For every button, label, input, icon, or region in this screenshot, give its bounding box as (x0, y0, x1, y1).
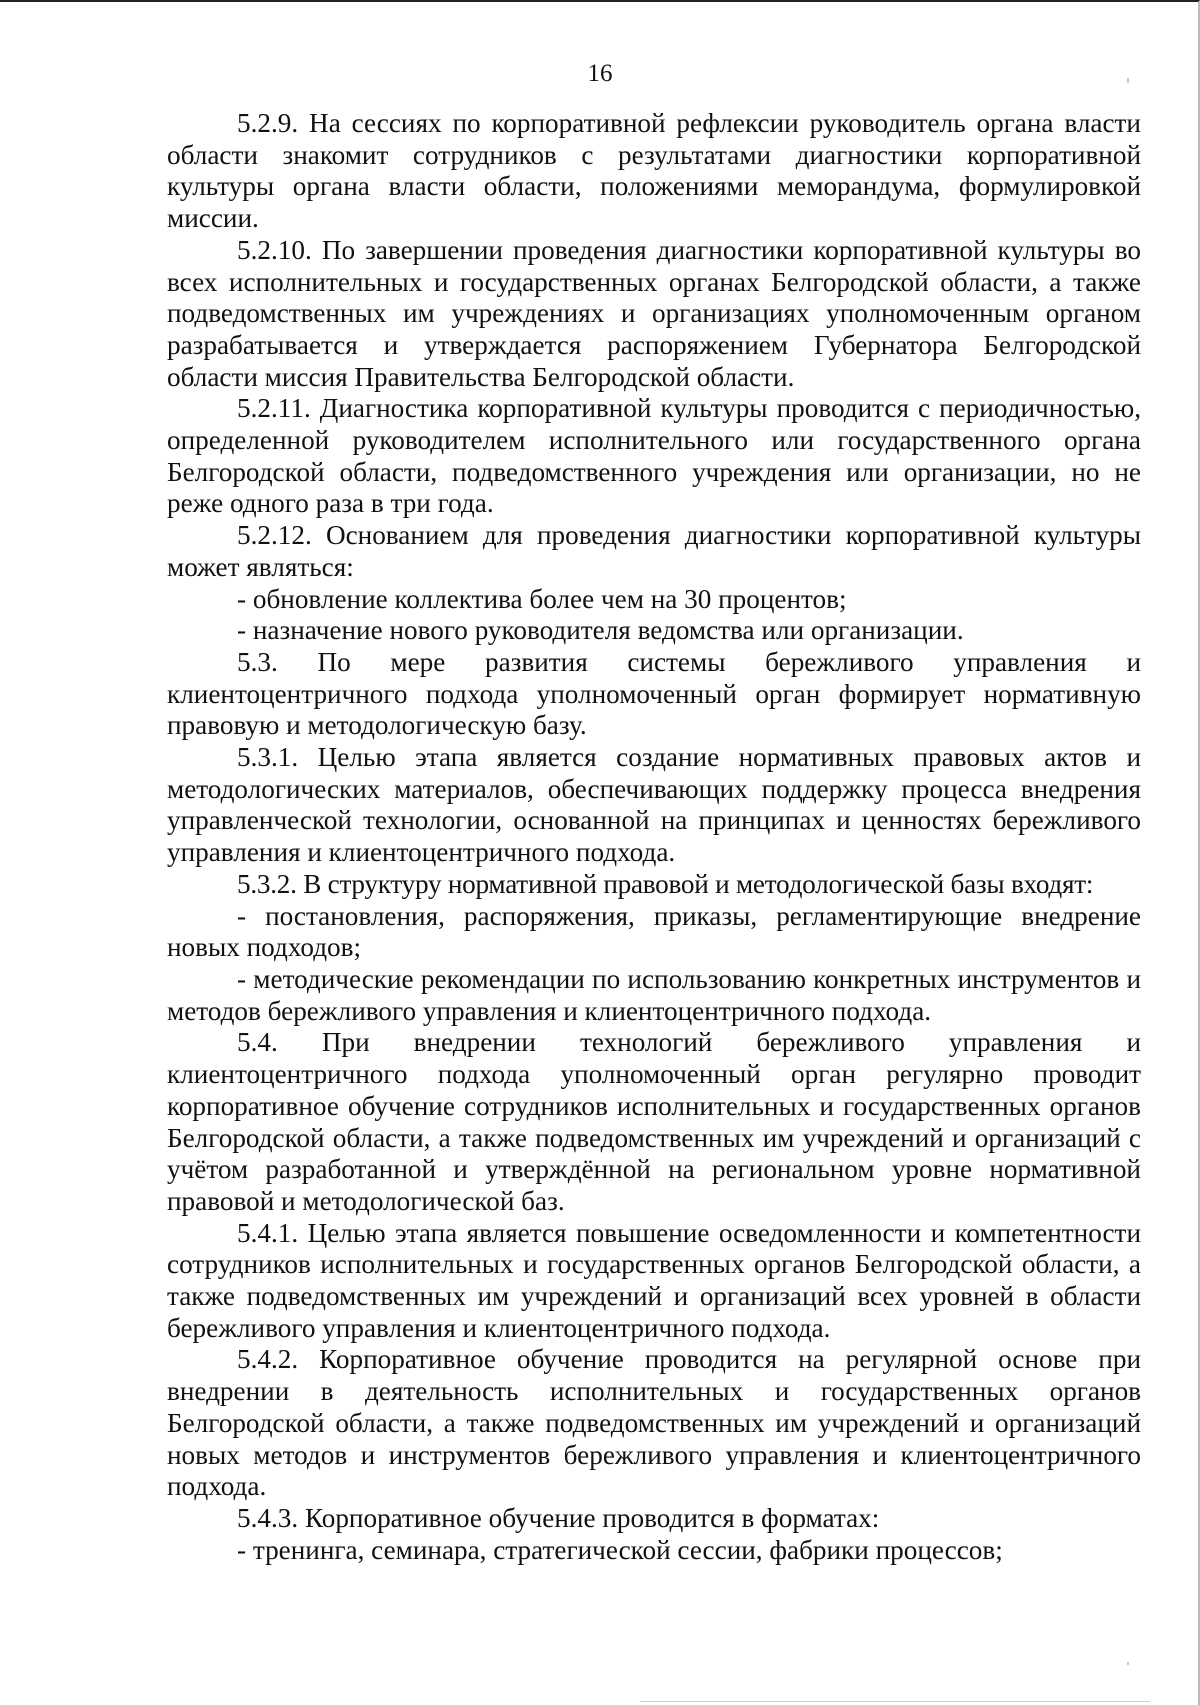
paragraph-5-2-10: 5.2.10. По завершении проведения диагностики корпоративной культуры во всех исполнительных и государственных органах Белгородской области, а также подведомственных им учреждениях и организациях уполномоченным органом разрабатывается и утверждается распоряжением Губернатора Белгородской области миссия Правительства Белгородской области. (167, 234, 1141, 392)
paragraph-5-3-1: 5.3.1. Целью этапа является создание нормативных правовых актов и методологических материалов, обеспечивающих поддержку процесса внедрения управленческой технологии, основанной на принципах и ценностях бережливого управления и клиентоцентричного подхода. (167, 742, 1141, 868)
scan-edge-line (640, 1701, 1150, 1702)
page-number: 16 (587, 60, 613, 87)
paragraph-5-4: 5.4. При внедрении технологий бережливого управления и клиентоцентричного подхода уполномоченный орган регулярно проводит корпоративное обучение сотрудников исполнительных и государственных органов Белгородской области, а также подведомственных им учреждений и организаций с учётом разработанной и утверждённой на региональном уровне нормативной правовой и методологической баз. (167, 1027, 1141, 1216)
paragraph-5-4-1: 5.4.1. Целью этапа является повышение осведомленности и компетентности сотрудников исполнительных и государственных органов Белгородской области, а также подведомственных им учреждений и организаций всех уровней в области бережливого управления и клиентоцентричного подхода. (167, 1217, 1141, 1343)
list-item-guidelines: - методические рекомендации по использованию конкретных инструментов и методов бережливого управления и клиентоцентричного подхода. (167, 963, 1141, 1026)
list-item-formats: - тренинга, семинара, стратегической сессии, фабрики процессов; (237, 1534, 1003, 1565)
paragraph-5-2-9: 5.2.9. На сессиях по корпоративной рефлексии руководитель органа власти области знакомит сотрудников с результатами диагностики корпоративной культуры органа власти области, положениями меморандума, формулировкой миссии. (167, 108, 1141, 234)
scan-speck (1127, 78, 1129, 83)
list-item-new-head: - назначение нового руководителя ведомства или организации. (237, 615, 964, 646)
paragraph-5-4-3: 5.4.3. Корпоративное обучение проводится в форматах: (237, 1502, 880, 1533)
list-item-resolutions: - постановления, распоряжения, приказы, регламентирующие внедрение новых подходов; (167, 900, 1141, 963)
document-body (167, 108, 1141, 1566)
list-item-staff-renewal: - обновление коллектива более чем на 30 процентов; (237, 583, 847, 614)
paragraph-5-4-2: 5.4.2. Корпоративное обучение проводится на регулярной основе при внедрении в деятельность исполнительных и государственных органов Белгородской области, а также подведомственных им учреждений и организаций новых методов и инструментов бережливого управления и клиентоцентричного подхода. (167, 1344, 1141, 1502)
paragraph-5-2-11: 5.2.11. Диагностика корпоративной культуры проводится с периодичностью, определенной руководителем исполнительного или государственного органа Белгородской области, подведомственного учреждения или организации, но не реже одного раза в три года. (167, 393, 1141, 519)
scan-speck (1127, 1662, 1129, 1665)
paragraph-5-3-2: 5.3.2. В структуру нормативной правовой и методологической базы входят: (237, 868, 1094, 899)
paragraph-5-3: 5.3. По мере развития системы бережливого управления и клиентоцентричного подхода уполномоченный орган формирует нормативную правовую и методологическую базу. (167, 646, 1141, 741)
paragraph-5-2-12: 5.2.12. Основанием для проведения диагностики корпоративной культуры может являться: (167, 520, 1141, 582)
